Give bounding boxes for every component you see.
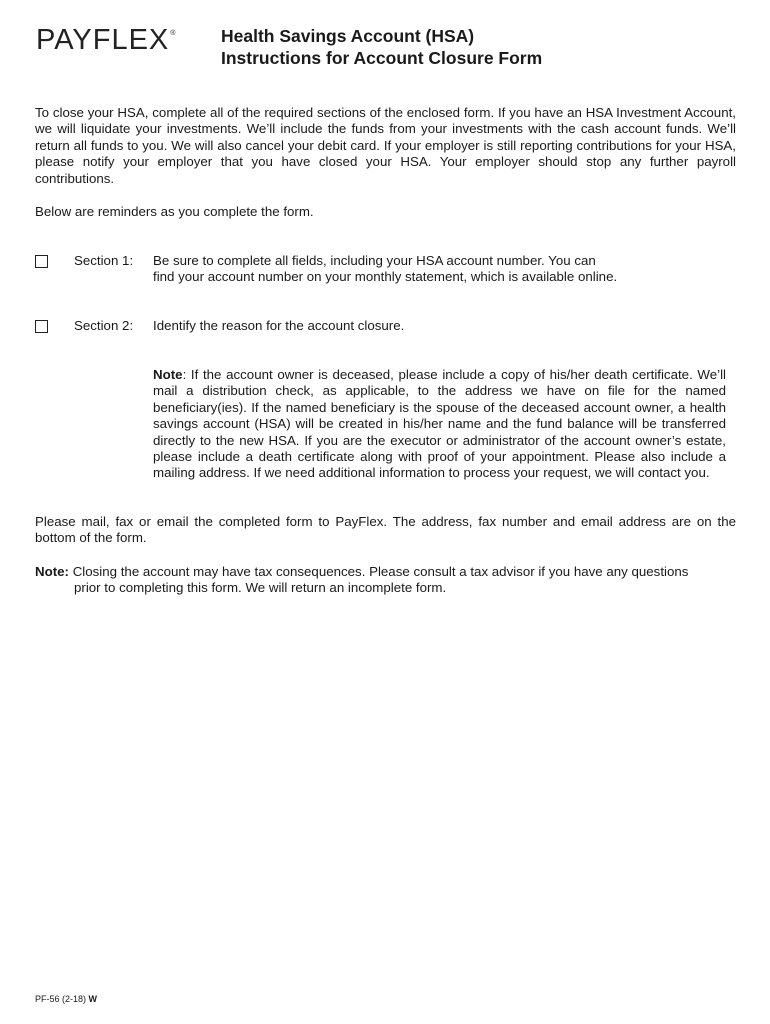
section-1-line-2: find your account number on your monthly statement, which is available online. <box>153 269 618 285</box>
page-title <box>221 25 542 69</box>
final-note-line-2: prior to completing this form. We will return an incomplete form. <box>74 580 447 596</box>
section-2-text: Identify the reason for the account closure. <box>153 318 405 333</box>
section-1-line-1: Be sure to complete all fields, including your HSA account number. You can <box>153 253 596 268</box>
final-note-text-1: Closing the account may have tax consequences. Please consult a tax advisor if you have any questions <box>72 564 689 579</box>
final-note-line-1 <box>35 564 736 580</box>
form-code <box>35 994 97 1004</box>
final-note <box>35 564 736 597</box>
registered-mark: ® <box>170 30 177 37</box>
final-note-label: Note: <box>35 564 69 579</box>
section-2-note <box>153 367 726 482</box>
section-2-checkbox[interactable] <box>35 320 48 333</box>
title-line-1: Health Savings Account (HSA) <box>221 26 475 46</box>
payflex-logo <box>36 24 176 57</box>
note-body: : If the account owner is deceased, please include a copy of his/her death certificate. We’ll mail a distribution check, as applicable, to the address we have on file for the named beneficiary(ies). If the named beneficiary is the spouse of the deceased account owner, a health savings account (HSA) will be created in his/her name and the fund balance will be transferred directly to the new HSA. If you are the executor or administrator of the account owner’s estate, please include a death certificate along with proof of your appointment. Please also include a mailing address. If we need additional information to process your request, we will contact you. <box>153 367 726 481</box>
section-1-label: Section 1: <box>74 253 134 268</box>
logo-text: PAYFLEX <box>36 24 170 56</box>
section-2-label: Section 2: <box>74 318 134 333</box>
section-1-checkbox[interactable] <box>35 255 48 268</box>
section-1-text <box>153 253 726 286</box>
form-code-text: PF-56 (2-18) <box>35 994 87 1004</box>
form-code-suffix: W <box>88 994 98 1004</box>
note-label: Note <box>153 367 183 382</box>
title-line-2: Instructions for Account Closure Form <box>221 48 543 68</box>
mail-instructions: Please mail, fax or email the completed form to PayFlex. The address, fax number and email address are on the bottom of the form. <box>35 514 736 546</box>
reminder-text: Below are reminders as you complete the form. <box>35 204 314 219</box>
intro-paragraph: To close your HSA, complete all of the required sections of the enclosed form. If you have an HSA Investment Account, we will liquidate your investments. We’ll include the funds from your investments with the cash account funds. We’ll return all funds to you. We will also cancel your debit card. If your employer is still reporting contributions for your HSA, please notify your employer that you have closed your HSA. Your employer should stop any further payroll contributions. <box>35 105 736 186</box>
